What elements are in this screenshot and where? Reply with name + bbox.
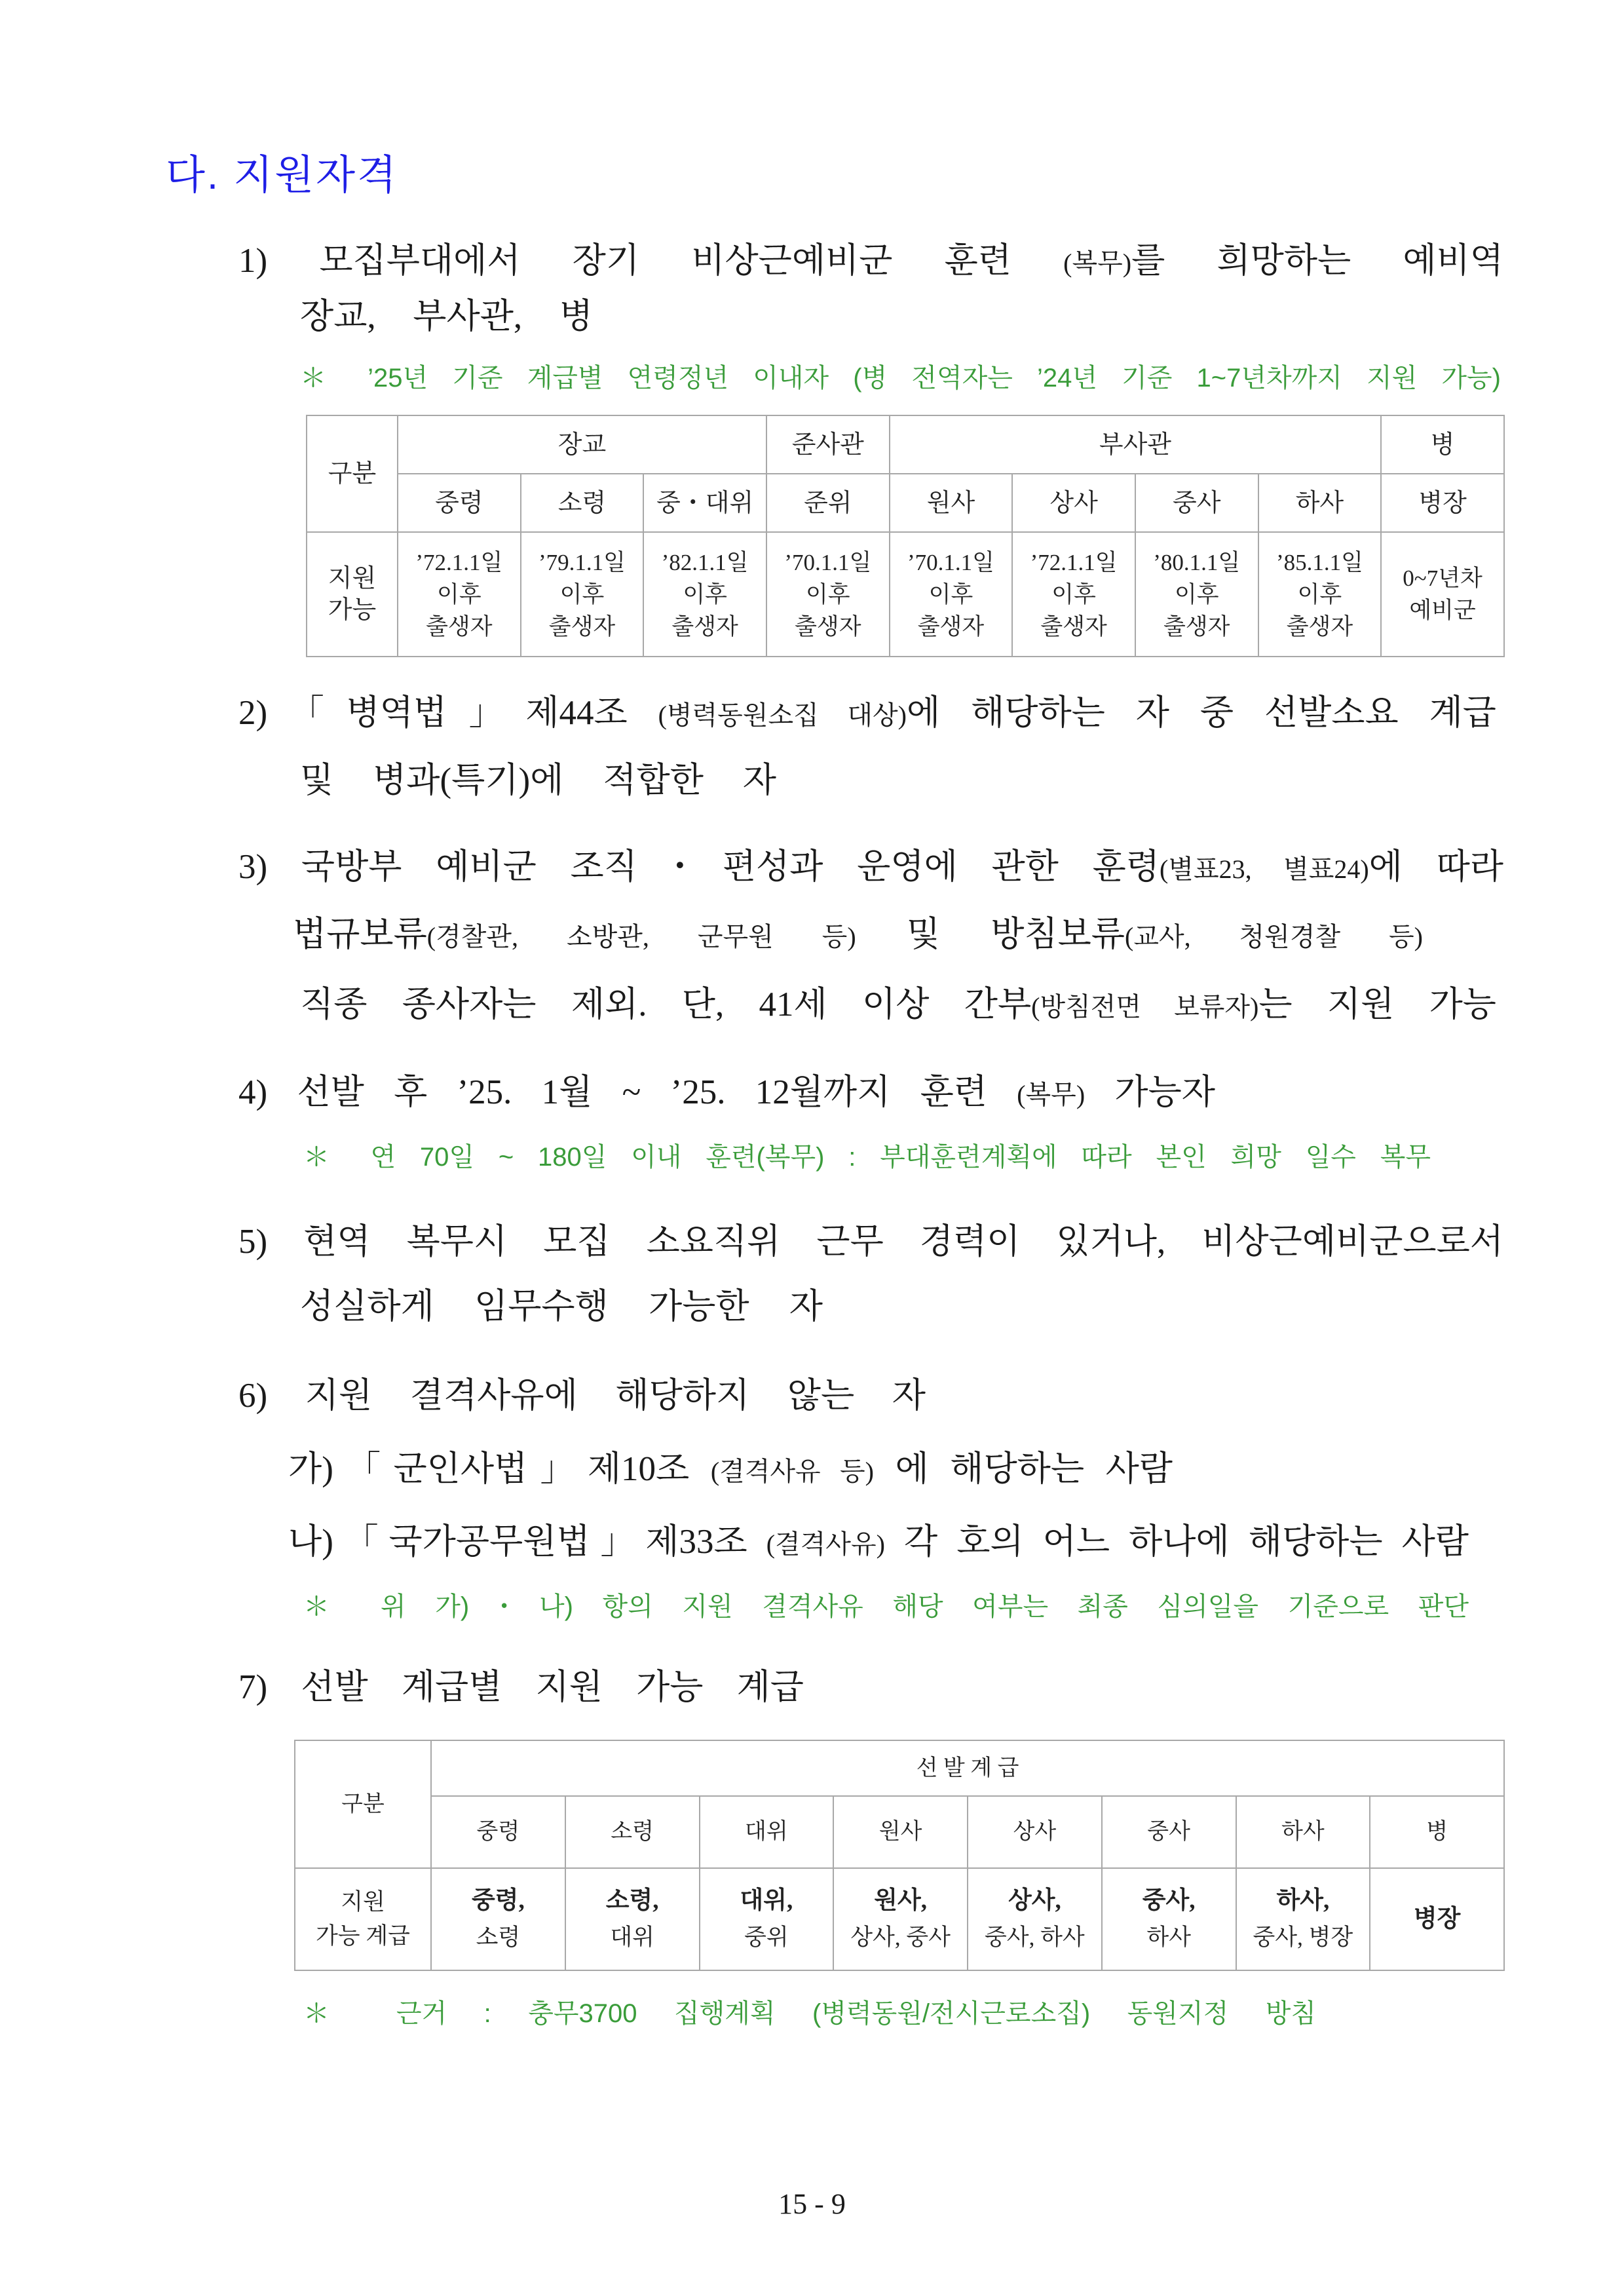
item-text: 직종 종사자는 제외. 단, 41세 이상 간부 (300, 985, 1032, 1024)
row-label (295, 1868, 431, 1970)
rank-header: 병 (1370, 1796, 1504, 1868)
birth-date-cell (1135, 532, 1258, 657)
table-row (295, 1868, 1504, 1970)
cell-line: ’72.1.1일 (1030, 549, 1118, 575)
cell-line: 예비군 (1409, 598, 1476, 623)
item-number: 7) (238, 1668, 268, 1706)
birth-date-cell (643, 532, 766, 657)
birth-date-cell (1012, 532, 1135, 657)
row-label-line: 가능 계급 (316, 1923, 410, 1949)
rank-header: 중령 (398, 474, 521, 532)
rank-header: 상사 (1012, 474, 1135, 532)
rank-header: 준위 (766, 474, 890, 532)
table-corner-label: 구분 (295, 1740, 431, 1868)
cell-line: 출생자 (671, 613, 738, 640)
item-number: 5) (238, 1223, 268, 1261)
item-4-note: ＊ 연 70일 ~ 180일 이내 훈련(복무) : 부대훈련계획에 따라 본인 희망 일수 복무 (303, 1143, 1431, 1172)
service-year-cell (1381, 532, 1504, 657)
item-text: 「병역법」제44조 (267, 694, 658, 732)
item-2-line-2: 및 병과(특기)에 적합한 자 (300, 761, 776, 799)
item-5-line-2: 성실하게 임무수행 가능한 자 (300, 1288, 823, 1326)
birth-date-cell (521, 532, 644, 657)
age-limit-table (306, 415, 1505, 657)
cell-line: 출생자 (548, 613, 616, 640)
table-rank-header-row (295, 1796, 1504, 1868)
cell-other-ranks: 중사, 하사 (985, 1924, 1085, 1950)
rank-header: 병장 (1381, 474, 1504, 532)
sub-item-text: 「국가공무원법」제33조 (333, 1523, 766, 1561)
item-text-parenthetical: (방침전면 보류자) (1031, 992, 1259, 1022)
item-text: 가능자 (1085, 1073, 1215, 1111)
eligible-rank-cell (1102, 1868, 1236, 1970)
item-6-note: ＊ 위 가)・나) 항의 지원 결격사유 해당 여부는 최종 심의일을 기준으로 판단 (303, 1592, 1469, 1621)
item-text-parenthetical: (복무) (1017, 1080, 1086, 1109)
birth-date-cell (398, 532, 521, 657)
section-heading: 다. 지원자격 (166, 153, 398, 198)
cell-main-rank: 상사, (1008, 1887, 1061, 1914)
item-1-line-1 (238, 238, 1503, 284)
row-label (307, 532, 398, 657)
table-group-header-row (295, 1740, 1504, 1796)
cell-other-ranks: 하사 (1146, 1924, 1191, 1950)
item-7-note: ＊ 근거 : 충무3700 집행계획 (병력동원/전시근로소집) 동원지정 방침 (303, 1999, 1316, 2028)
rank-header: 중령 (431, 1796, 565, 1868)
eligible-rank-cell (968, 1868, 1102, 1970)
item-text: 및 방침보류 (856, 915, 1125, 953)
item-text-parenthetical: (경찰관, 소방관, 군무원 등) (426, 922, 856, 951)
cell-line: ’70.1.1일 (907, 549, 994, 575)
row-label-line: 가능 (328, 596, 377, 624)
cell-main-rank: 병장 (1413, 1905, 1461, 1932)
cell-line: 출생자 (1163, 613, 1230, 640)
cell-line: ’72.1.1일 (415, 549, 503, 575)
cell-line: 이후 (928, 581, 973, 607)
sub-item-label: 나) (288, 1523, 333, 1561)
rank-header: 하사 (1236, 1796, 1370, 1868)
cell-main-rank: 중사, (1142, 1887, 1196, 1914)
item-number: 6) (238, 1377, 268, 1415)
rank-header: 소령 (521, 474, 644, 532)
eligible-rank-cell (1236, 1868, 1370, 1970)
rank-header: 중사 (1135, 474, 1258, 532)
cell-other-ranks: 중위 (744, 1924, 789, 1950)
item-text-parenthetical: (복무) (1063, 248, 1132, 278)
item-text: 는 지원 가능 (1258, 985, 1496, 1024)
cell-line: 이후 (1174, 581, 1219, 607)
item-text: 지원 결격사유에 해당하지 않는 자 (305, 1377, 926, 1415)
item-text: 선발 후 ’25. 1월 ~ ’25. 12월까지 훈련 (297, 1073, 1017, 1111)
cell-line: ’70.1.1일 (784, 549, 872, 575)
table-corner-label: 구분 (307, 415, 398, 532)
birth-date-cell (766, 532, 890, 657)
cell-line: 이후 (805, 581, 850, 607)
cell-other-ranks: 대위 (610, 1924, 654, 1950)
item-6-line-1 (238, 1373, 926, 1419)
rank-header: 하사 (1258, 474, 1382, 532)
group-header-enlisted: 병 (1381, 415, 1504, 474)
rank-header: 원사 (890, 474, 1013, 532)
row-label-line: 지원 (328, 565, 377, 592)
birth-date-cell (890, 532, 1013, 657)
cell-line: ’80.1.1일 (1153, 549, 1241, 575)
item-1-note: ＊ ’25년 기준 계급별 연령정년 이내자 (병 전역자는 ’24년 기준 1~7년차까지 지원 가능) (300, 364, 1501, 392)
eligible-rank-cell (1370, 1868, 1504, 1970)
item-2-line-1 (238, 690, 1496, 736)
group-header-warrant-officer: 준사관 (766, 415, 890, 474)
item-3-line-3 (300, 982, 1496, 1027)
row-label-line: 지원 (341, 1889, 385, 1915)
cell-line: 0~7년차 (1403, 565, 1482, 591)
eligible-rank-table (294, 1740, 1505, 1971)
table-row (307, 532, 1504, 657)
cell-other-ranks: 상사, 중사 (850, 1924, 951, 1950)
cell-line: 출생자 (795, 613, 861, 640)
cell-other-ranks: 소령 (476, 1924, 521, 1950)
rank-header: 원사 (833, 1796, 968, 1868)
item-text: 선발 계급별 지원 가능 계급 (301, 1668, 804, 1706)
birth-date-cell (1258, 532, 1382, 657)
cell-line: 출생자 (1040, 613, 1107, 640)
sub-item-text: 각 호의 어느 하나에 해당하는 사람 (884, 1523, 1469, 1561)
sub-item-parenthetical: (결격사유) (766, 1529, 885, 1559)
cell-line: 이후 (1051, 581, 1096, 607)
item-1-line-2: 장교, 부사관, 병 (300, 297, 593, 335)
item-text-parenthetical: (교사, 청원경찰 등) (1125, 922, 1423, 951)
cell-main-rank: 중령, (472, 1887, 525, 1914)
eligible-rank-cell (833, 1868, 968, 1970)
page-number: 15 - 9 (778, 2188, 846, 2220)
group-header-nco: 부사관 (890, 415, 1382, 474)
group-header-officer: 장교 (398, 415, 766, 474)
rank-header: 중사 (1102, 1796, 1236, 1868)
cell-line: 이후 (559, 581, 605, 607)
item-text: 모집부대에서 장기 비상근예비군 훈련 (319, 242, 1064, 280)
item-text: 현역 복무시 모집 소요직위 근무 경력이 있거나, 비상근예비군으로서 (303, 1223, 1504, 1261)
rank-header: 중・대위 (643, 474, 766, 532)
selection-rank-header: 선 발 계 급 (431, 1740, 1504, 1796)
eligible-rank-cell (565, 1868, 700, 1970)
item-number: 3) (238, 848, 268, 886)
sub-item-text: 에 해당하는 사람 (873, 1450, 1173, 1488)
item-text: 법규보류 (293, 915, 427, 953)
item-text: 에 따라 (1369, 848, 1503, 886)
item-5-line-1 (238, 1219, 1503, 1265)
item-text: 국방부 예비군 조직・편성과 운영에 관한 훈령 (301, 848, 1160, 886)
table-group-header-row (307, 415, 1504, 474)
rank-header: 대위 (700, 1796, 834, 1868)
cell-main-rank: 대위, (740, 1887, 793, 1914)
sub-item-text: 「군인사법」제10조 (333, 1450, 711, 1488)
item-6-sub-na (288, 1519, 1469, 1565)
item-number: 1) (238, 242, 268, 280)
table-rank-header-row (307, 474, 1504, 532)
item-text-parenthetical: (병력동원소집 대상) (658, 700, 907, 730)
cell-line: 출생자 (426, 613, 493, 640)
cell-line: 이후 (1297, 581, 1342, 607)
cell-line: 출생자 (917, 613, 985, 640)
cell-main-rank: 원사, (874, 1887, 927, 1914)
item-number: 2) (238, 694, 268, 732)
cell-line: 이후 (437, 581, 482, 607)
eligible-rank-cell (700, 1868, 834, 1970)
item-text-parenthetical: (별표23, 별표24) (1160, 854, 1369, 884)
rank-header: 상사 (968, 1796, 1102, 1868)
item-number: 4) (238, 1073, 268, 1111)
item-4-line-1 (238, 1069, 1215, 1115)
cell-line: ’82.1.1일 (661, 549, 749, 575)
cell-line: ’85.1.1일 (1275, 549, 1363, 575)
cell-line: 이후 (683, 581, 727, 607)
cell-line: 출생자 (1286, 613, 1353, 640)
sub-item-label: 가) (288, 1450, 333, 1488)
item-3-line-2 (293, 911, 1423, 957)
item-3-line-1 (238, 844, 1503, 890)
cell-line: ’79.1.1일 (538, 549, 626, 575)
cell-main-rank: 하사, (1276, 1887, 1330, 1914)
item-text: 를 희망하는 예비역 (1131, 242, 1503, 280)
item-text: 에 해당하는 자 중 선발소요 계급 (906, 694, 1496, 732)
item-7-line-1 (238, 1664, 804, 1710)
item-6-sub-ga (288, 1446, 1173, 1492)
rank-header: 소령 (565, 1796, 700, 1868)
eligible-rank-cell (431, 1868, 565, 1970)
sub-item-parenthetical: (결격사유 등) (710, 1457, 874, 1486)
cell-other-ranks: 중사, 병장 (1253, 1924, 1353, 1950)
cell-main-rank: 소령, (605, 1887, 659, 1914)
